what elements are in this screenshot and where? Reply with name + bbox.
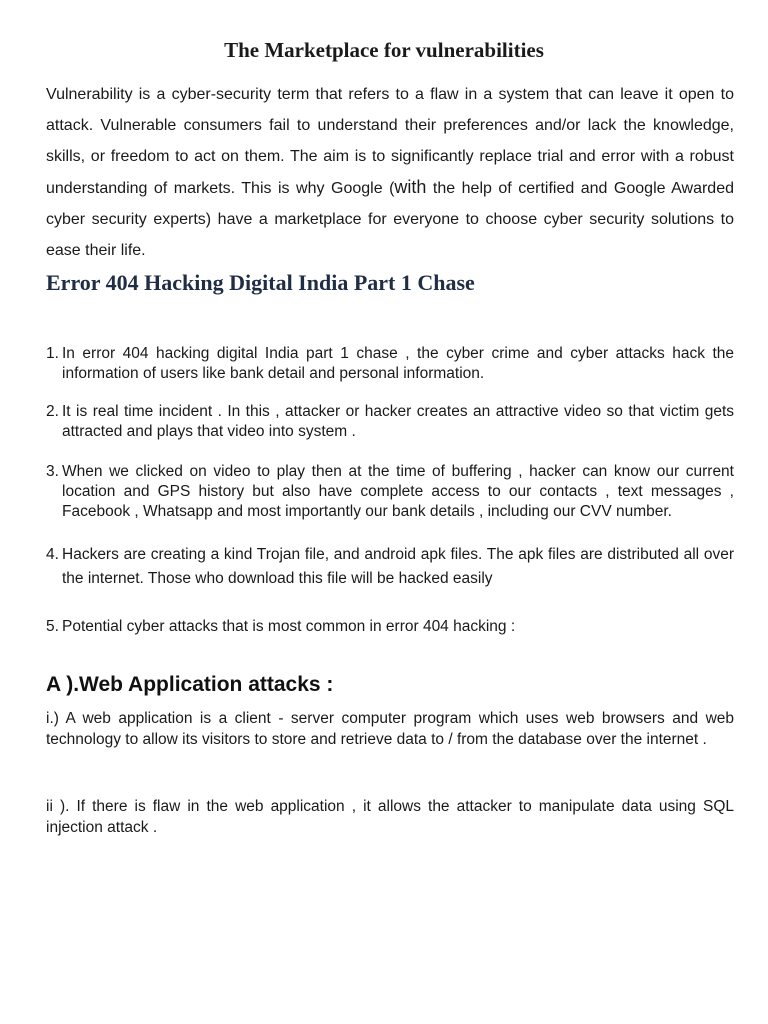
web-app-paragraph-1: i.) A web application is a client - server computer program which uses web browsers and web technology to allow its visitors to store and retrieve data to / from the database over the internet . <box>46 710 734 748</box>
list-item-text: In error 404 hacking digital India part 1 chase , the cyber crime and cyber attacks hack the information of users like bank detail and personal information. <box>62 345 734 382</box>
list-item-number: 4. <box>46 546 59 563</box>
points-list <box>46 344 734 637</box>
section-heading: Error 404 Hacking Digital India Part 1 Chase <box>46 270 475 295</box>
list-item <box>46 344 734 384</box>
document-title: The Marketplace for vulnerabilities <box>224 38 544 62</box>
list-item-text: When we clicked on video to play then at the time of buffering , hacker can know our current location and GPS history but also have complete access to our contacts , text messages , Facebook , Whatsapp and most importantly our bank details , including our CVV number. <box>62 463 734 520</box>
list-item-number: 5. <box>46 618 59 635</box>
intro-text-part2: the help of certified and Google Awarded cyber security experts) have a marketplace for everyone to choose cyber security solutions to ease their life. <box>46 180 734 259</box>
web-app-paragraph-2: ii ). If there is flaw in the web application , it allows the attacker to manipulate data using SQL injection attack . <box>46 798 734 836</box>
list-item <box>46 402 734 442</box>
intro-text-part1: Vulnerability is a cyber-security term that refers to a flaw in a system that can leave it open to attack. Vulnerable consumers fail to understand their preferences and/or lack the knowledge, skills, or freedom to act on them. The aim is to significantly replace trial and error with a robust understanding of markets. This is why Google ( <box>46 86 734 197</box>
list-item-number: 2. <box>46 403 59 420</box>
list-item-text: Potential cyber attacks that is most common in error 404 hacking : <box>62 618 516 635</box>
intro-text-emphasis: with <box>394 177 427 197</box>
list-item-number: 3. <box>46 463 59 480</box>
list-item <box>46 617 734 637</box>
intro-paragraph <box>46 79 734 266</box>
list-item-text: Hackers are creating a kind Trojan file, and android apk files. The apk files are distributed all over the internet. Those who download this file will be hacked easily <box>62 546 734 587</box>
list-item-text: It is real time incident . In this , attacker or hacker creates an attractive video so that victim gets attracted and plays that video into system . <box>62 403 734 440</box>
subsection-heading: A ).Web Application attacks : <box>46 673 334 696</box>
list-item <box>46 462 734 522</box>
list-item <box>46 543 734 591</box>
list-item-number: 1. <box>46 345 59 362</box>
